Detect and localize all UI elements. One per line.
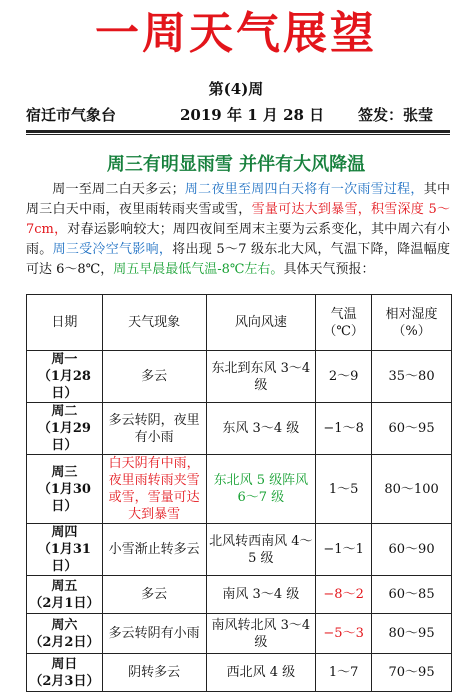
date-cell: 周四 （1月31日） [27, 524, 103, 576]
date-cell: 周一 （1月28日） [27, 351, 103, 403]
table-row [27, 455, 452, 524]
wind-cell: 东风 3～4 级 [206, 403, 316, 455]
humidity-cell: 60～90 [372, 524, 452, 576]
weather-cell: 阴转多云 [102, 654, 206, 692]
wind-cell: 东北到东风 3～4 级 [206, 351, 316, 403]
humidity-cell: 35～80 [372, 351, 452, 403]
summary-text: 其中周三白天中雨，夜里雨转雨夹雪或雪， [26, 182, 450, 217]
signer: 签发：张莹 [358, 106, 434, 124]
weather-cell: 多云转阴有小雨 [102, 614, 206, 654]
table-row [27, 576, 452, 614]
col-header-humidity: 相对湿度（%） [372, 295, 452, 351]
summary-text: 对春运影响较大；周四夜间至周末主要为云系变化，其中周六有小雨。 [26, 222, 450, 257]
wind-cell: 南风 3～4 级 [206, 576, 316, 614]
summary-highlight: 周五早晨最低气温-8℃左右。 [113, 262, 284, 277]
date-cell: 周六 （2月2日） [27, 614, 103, 654]
weather-cell: 多云 [102, 351, 206, 403]
summary-text: 具体天气预报： [283, 262, 375, 277]
humidity-cell: 70～95 [372, 654, 452, 692]
table-row [27, 351, 452, 403]
temp-cell: −5～3 [316, 614, 372, 654]
col-header-wind: 风向风速 [206, 295, 316, 351]
weather-cell: 多云 [102, 576, 206, 614]
forecast-summary [26, 180, 450, 280]
temp-cell: 1～5 [316, 455, 372, 524]
humidity-cell: 60～85 [372, 576, 452, 614]
issuing-office: 宿迁市气象台 [26, 106, 117, 124]
date-cell: 周三 （1月30日） [27, 455, 103, 524]
col-header-temp: 气温（℃） [316, 295, 372, 351]
divider-thick [26, 130, 450, 133]
summary-text: 将出现 5～7 级东北大风，气温下降，降温幅度可达 6～8℃， [26, 242, 450, 277]
col-header-date: 日期 [27, 295, 103, 351]
weather-cell: 白天阴有中雨，夜里雨转雨夹雪或雪，雪量可达大到暴雪 [102, 455, 206, 524]
humidity-cell: 60～95 [372, 403, 452, 455]
temp-cell: 2～9 [316, 351, 372, 403]
summary-text: 周一至周二白天多云； [52, 182, 185, 197]
wind-cell: 西北风 4 级 [206, 654, 316, 692]
temp-cell: −1～8 [316, 403, 372, 455]
wind-cell: 东北风 5 级阵风 6～7 级 [206, 455, 316, 524]
temp-cell: −1～1 [316, 524, 372, 576]
temp-cell: −8～2 [316, 576, 372, 614]
wind-cell: 北风转西南风 4～5 级 [206, 524, 316, 576]
temp-cell: 1～7 [316, 654, 372, 692]
table-row [27, 403, 452, 455]
wind-cell: 南风转北风 3～4 级 [206, 614, 316, 654]
humidity-cell: 80～100 [372, 455, 452, 524]
table-row [27, 524, 452, 576]
table-row [27, 654, 452, 692]
col-header-weather: 天气现象 [102, 295, 206, 351]
table-row [27, 614, 452, 654]
issue-number: 第(4)周 [208, 80, 264, 98]
forecast-table [26, 294, 452, 692]
date-cell: 周日 （2月3日） [27, 654, 103, 692]
issue-date: 2019 年 1 月 28 日 [180, 106, 325, 124]
table-header-row [27, 295, 452, 351]
divider-thin [26, 134, 450, 135]
headline: 周三有明显雨雪 并伴有大风降温 [106, 154, 366, 175]
weather-cell: 小雪渐止转多云 [102, 524, 206, 576]
humidity-cell: 80～95 [372, 614, 452, 654]
page-title: 一周天气展望 [95, 8, 377, 59]
summary-highlight: 雪量可达大到暴雪，积雪深度 5～7cm， [26, 202, 450, 237]
date-cell: 周五 （2月1日） [27, 576, 103, 614]
summary-highlight: 周三受冷空气影响， [52, 242, 173, 257]
date-cell: 周二 （1月29日） [27, 403, 103, 455]
weather-cell: 多云转阴，夜里有小雨 [102, 403, 206, 455]
summary-highlight: 周二夜里至周四白天将有一次雨雪过程， [184, 182, 424, 197]
meta-line [26, 104, 450, 126]
